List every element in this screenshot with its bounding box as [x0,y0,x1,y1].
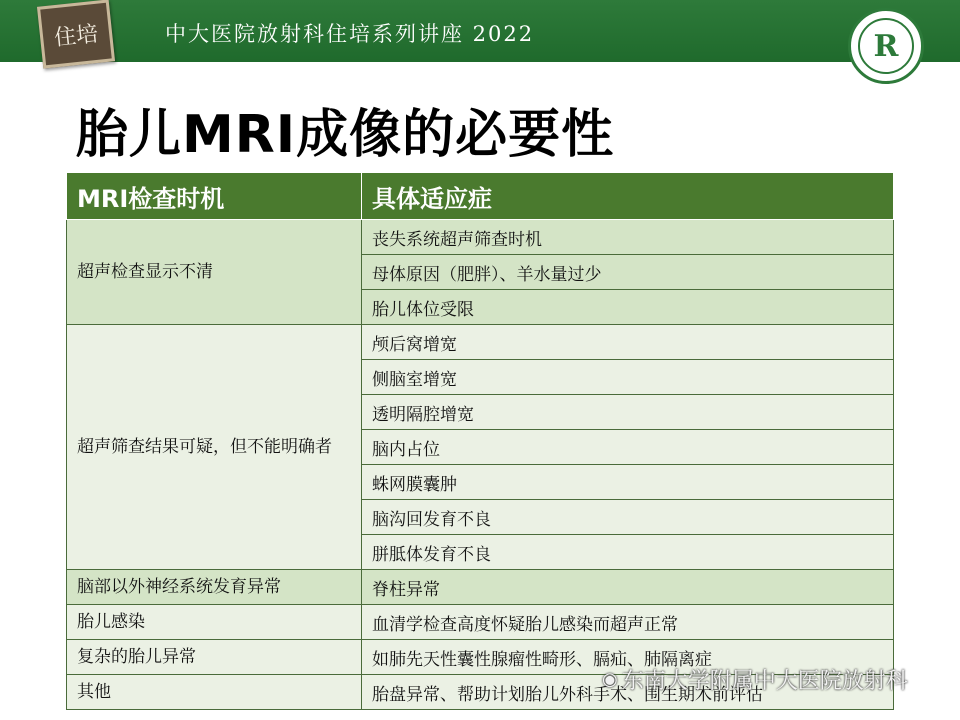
indication-cell: 丧失系统超声筛查时机 [362,220,894,255]
hospital-logo [848,8,924,84]
category-cell: 超声检查显示不清 [67,220,362,325]
header-title: 中大医院放射科住培系列讲座 2022 [165,22,535,46]
indication-cell: 如肺先天性囊性腺瘤性畸形、膈疝、肺隔离症 [362,640,894,675]
indication-cell: 胼胝体发育不良 [362,535,894,570]
indication-cell: 母体原因（肥胖）、羊水量过少 [362,255,894,290]
category-cell: 胎儿感染 [67,605,362,640]
logo-emblem [858,18,914,74]
page-title: 胎儿MRI成像的必要性 [76,105,615,165]
indication-cell: 颅后窝增宽 [362,325,894,360]
category-cell: 复杂的胎儿异常 [67,640,362,675]
indication-cell: 胎儿体位受限 [362,290,894,325]
header-bar [0,0,960,62]
category-cell: 脑部以外神经系统发育异常 [67,570,362,605]
table-header-row [67,173,894,220]
table-row [67,325,894,360]
column-header-timing: MRI检查时机 [67,173,362,220]
badge-logo [37,0,115,69]
indication-cell: 脑沟回发育不良 [362,500,894,535]
column-header-indications: 具体适应症 [362,173,894,220]
indications-table [66,172,894,710]
watermark [602,664,908,695]
table-row [67,220,894,255]
indication-cell: 蛛网膜囊肿 [362,465,894,500]
indication-cell: 胎盘异常、帮助计划胎儿外科手术、围生期术前评估 [362,675,894,710]
indication-cell: 脑内占位 [362,430,894,465]
table-body [67,220,894,710]
category-cell: 超声筛查结果可疑，但不能明确者 [67,325,362,570]
wechat-icon: ◉ [602,669,618,690]
indication-cell: 脊柱异常 [362,570,894,605]
logo-letter: R [873,28,899,64]
table-row [67,570,894,605]
table-row [67,605,894,640]
watermark-text: 东南大学附属中大医院放射科 [621,669,908,694]
indication-cell: 透明隔腔增宽 [362,395,894,430]
category-cell: 其他 [67,675,362,710]
indication-cell: 血清学检查高度怀疑胎儿感染而超声正常 [362,605,894,640]
badge-text: 住培 [53,21,100,51]
indication-cell: 侧脑室增宽 [362,360,894,395]
